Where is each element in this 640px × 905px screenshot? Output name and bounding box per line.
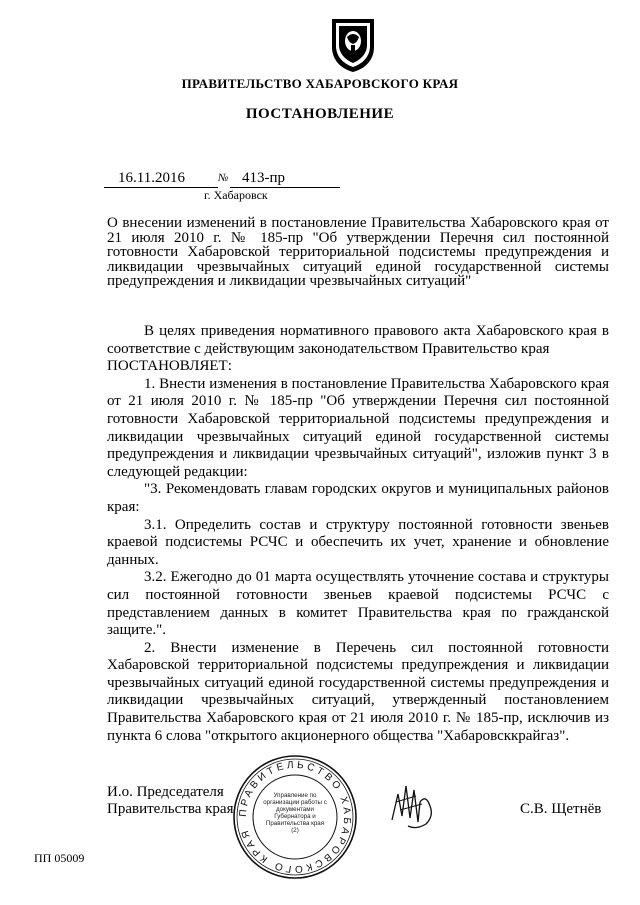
document-number: 413-пр [230, 170, 340, 188]
document-title: О внесении изменений в постановление Правительства Хабаровского края от 21 июля 2010 г. № 185-пр "Об утверждении Перечня сил постоянной готовности Хабаровской территориальной подсистемы предупреждения и ликвидации чрезвычайных ситуаций единой государственной системы предупреждения и ликвидации чрезвычайных ситуаций" [107, 215, 609, 289]
document-date: 16.11.2016 [104, 170, 218, 188]
paragraph-decree: ПОСТАНОВЛЯЕТ: [107, 358, 232, 375]
signatory-name: С.В. Щетнёв [520, 801, 602, 817]
seal-inner-text: Управление по организации работы с документами Губернатора и Правительства края (2) [263, 792, 327, 834]
seal-ring-text: ПРАВИТЕЛЬСТВО ХАБАРОВСКОГО КРАЯ [237, 759, 353, 875]
paragraph-item-3-2: 3.2. Ежегодно до 01 марта осуществлять уточнение состава и структуры сил постоянной готовности звеньев краевой подсистемы РСЧС с представлением данных в комитет Правительства края по гражданской защите.". [107, 569, 609, 639]
paragraph-preamble: В целях приведения нормативного правового акта Хабаровского края в соответствие с действующим законодательством Правительство края [107, 323, 609, 357]
document-body [107, 323, 609, 745]
signatory-position-line1: И.о. Председателя [107, 784, 224, 800]
document-code: ПП 05009 [34, 851, 85, 865]
handwritten-signature [386, 772, 456, 832]
document-city: г. Хабаровск [204, 188, 268, 202]
signatory-position-line2: Правительства края [107, 801, 234, 817]
number-sign: № [218, 172, 229, 184]
paragraph-item-3: "3. Рекомендовать главам городских округов и муниципальных районов края: [107, 481, 609, 515]
government-name: ПРАВИТЕЛЬСТВО ХАБАРОВСКОГО КРАЯ [181, 76, 459, 91]
document-type: ПОСТАНОВЛЕНИЕ [245, 106, 395, 122]
paragraph-item-3-1: 3.1. Определить состав и структуру постоянной готовности звеньев краевой подсистемы РСЧС и обеспечить их учет, хранение и обновление данных. [107, 516, 609, 568]
paragraph-item-1: 1. Внести изменения в постановление Правительства Хабаровского края от 21 июля 2010 г. № 185-пр "Об утверждении Перечня сил постоянной готовности Хабаровской территориальной подсистемы предупреждения и ликвидации чрезвычайных ситуаций единой государственной системы предупреждения и ликвидации чрезвычайных ситуаций", изложив пункт 3 в следующей редакции: [107, 375, 609, 480]
paragraph-item-2: 2. Внести изменение в Перечень сил постоянной готовности Хабаровской территориальной подсистемы предупреждения и ликвидации чрезвычайных ситуаций единой государственной системы предупреждения и ликвидации чрезвычайных ситуаций, утвержденный постановлением Правительства Хабаровского края от 21 июля 2010 г. № 185-пр, исключив из пункта 6 слова "открытого акционерного общества "Хабаровсккрайгаз". [107, 639, 609, 744]
coat-of-arms-icon [330, 17, 376, 73]
